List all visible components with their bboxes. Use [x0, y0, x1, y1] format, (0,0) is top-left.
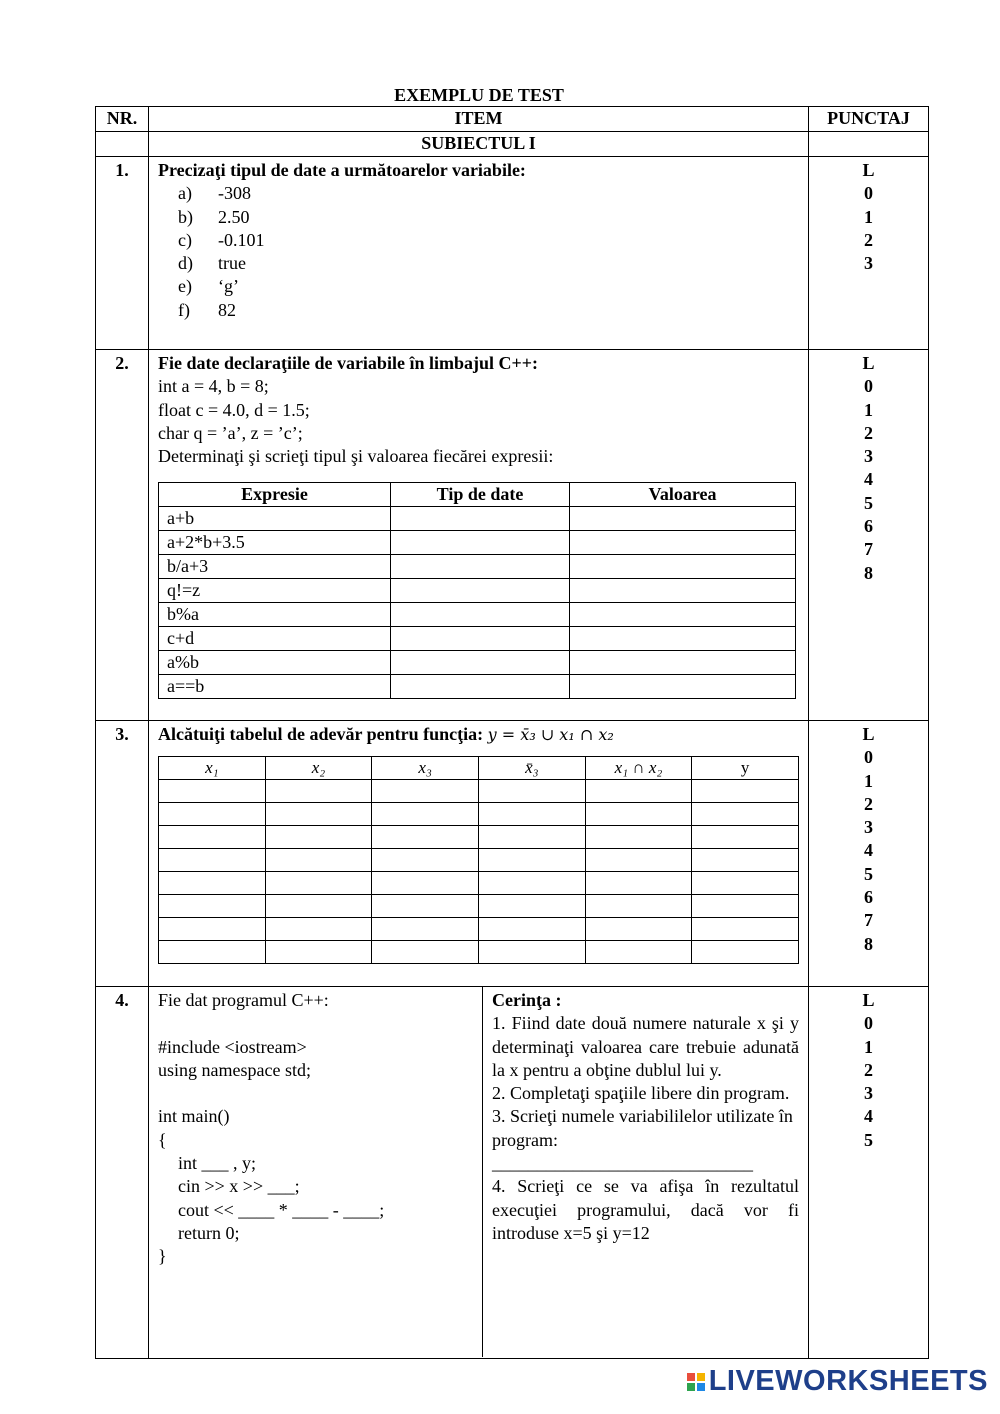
option-item: d) true [178, 253, 246, 274]
answer-cell[interactable] [265, 803, 372, 826]
answer-cell[interactable] [265, 895, 372, 918]
option-item: a) -308 [178, 183, 251, 204]
option-item: c) -0.101 [178, 229, 265, 250]
answer-cell[interactable] [159, 895, 266, 918]
question-2-prompt: Fie date declaraţiile de variabile în limbajul C++: [158, 353, 538, 373]
question-4-points: L 0 1 2 3 4 5 [809, 987, 929, 1359]
answer-cell[interactable] [692, 918, 799, 941]
type-answer-cell[interactable] [391, 555, 570, 579]
question-1-row [96, 157, 929, 350]
column-header: x̄₃ [478, 757, 585, 780]
code-line: cout << ____ * ____ - ____; [178, 1199, 385, 1220]
answer-cell[interactable] [692, 895, 799, 918]
answer-cell[interactable] [265, 941, 372, 964]
table-row [159, 507, 796, 531]
answer-cell[interactable] [372, 941, 479, 964]
answer-cell[interactable] [585, 895, 692, 918]
value-answer-cell[interactable] [570, 603, 796, 627]
answer-cell[interactable] [159, 803, 266, 826]
code-line: } [158, 1246, 167, 1267]
answer-cell[interactable] [478, 872, 585, 895]
value-answer-cell[interactable] [570, 555, 796, 579]
option-item: e) ‘g’ [178, 276, 239, 297]
brand-name: LIVEWORKSHEETS [708, 1365, 988, 1397]
answer-cell[interactable] [585, 849, 692, 872]
answer-cell[interactable] [478, 849, 585, 872]
code-line: { [158, 1129, 167, 1150]
question-2-row [96, 350, 929, 721]
option-item: f) 82 [178, 299, 236, 320]
code-line: return 0; [178, 1222, 240, 1243]
table-row [159, 603, 796, 627]
table-row [159, 627, 796, 651]
code-line: #include <iostream> [158, 1036, 307, 1057]
option-item: b) 2.50 [178, 206, 250, 227]
instruction: Determinaţi şi scrieţi tipul şi valoarea fiecărei expresii: [158, 446, 554, 467]
column-header: Valoarea [570, 483, 796, 507]
header-item: ITEM [149, 107, 809, 132]
answer-cell[interactable] [372, 895, 479, 918]
answer-cell[interactable] [372, 918, 479, 941]
answer-cell[interactable] [585, 918, 692, 941]
column-header: y [692, 757, 799, 780]
answer-cell[interactable] [372, 826, 479, 849]
truth-table [158, 756, 799, 964]
header-punctaj: PUNCTAJ [809, 107, 929, 132]
code-line: int a = 4, b = 8; [158, 376, 269, 397]
answer-cell[interactable] [159, 826, 266, 849]
column-header: x₁ [159, 757, 266, 780]
answer-cell[interactable] [372, 849, 479, 872]
answer-cell[interactable] [159, 780, 266, 803]
expression-cell: a%b [159, 651, 391, 675]
expression-cell: b%a [159, 603, 391, 627]
section-title: SUBIECTUL I [149, 132, 809, 157]
table-row [159, 555, 796, 579]
table-row [159, 531, 796, 555]
answer-cell[interactable] [585, 941, 692, 964]
answer-cell[interactable] [159, 941, 266, 964]
column-header: x₁ ∩ x₂ [585, 757, 692, 780]
requirement-2: 2. Completaţi spaţiile libere din program. [492, 1083, 790, 1104]
value-answer-cell[interactable] [570, 651, 796, 675]
question-1-options [158, 182, 800, 322]
table-row [159, 803, 799, 826]
table-row [159, 895, 799, 918]
function-formula: y = x̄₃ ∪ x₁ ∩ x₂ [487, 725, 614, 744]
value-answer-cell[interactable] [570, 531, 796, 555]
answer-cell[interactable] [159, 918, 266, 941]
answer-cell[interactable] [265, 780, 372, 803]
type-answer-cell[interactable] [391, 579, 570, 603]
type-answer-cell[interactable] [391, 603, 570, 627]
requirement-1: 1. Fiind date două numere naturale x şi y determinaţi valoarea care trebuie adunată la x pentru a obţine dublul lui y. [492, 1013, 799, 1080]
code-line: char q = ’a’, z = ’c’; [158, 422, 303, 443]
column-header: x₂ [265, 757, 372, 780]
answer-cell[interactable] [478, 918, 585, 941]
table-row [159, 849, 799, 872]
answer-cell[interactable] [478, 826, 585, 849]
table-row [159, 826, 799, 849]
table-row [159, 918, 799, 941]
answer-cell[interactable] [585, 872, 692, 895]
type-answer-cell[interactable] [391, 507, 570, 531]
table-row [159, 780, 799, 803]
expression-cell: a+b [159, 507, 391, 531]
answer-cell[interactable] [692, 780, 799, 803]
expression-cell: a+2*b+3.5 [159, 531, 391, 555]
answer-cell[interactable] [265, 918, 372, 941]
header-nr: NR. [96, 107, 149, 132]
requirement-3: 3. Scrieţi numele variabililelor utilizate în program: [492, 1106, 793, 1150]
column-header: x₃ [372, 757, 479, 780]
requirement-4: 4. Scrieţi ce se va afişa în rezultatul execuţiei programului, dacă vor fi introduse x=5 şi y=12 [492, 1176, 799, 1243]
table-row [159, 651, 796, 675]
value-answer-cell[interactable] [570, 507, 796, 531]
expression-cell: b/a+3 [159, 555, 391, 579]
answer-cell[interactable] [692, 941, 799, 964]
value-answer-cell[interactable] [570, 675, 796, 699]
question-3-row [96, 721, 929, 987]
brand-logo [687, 1365, 988, 1398]
question-number: 1. [96, 157, 149, 350]
answer-cell[interactable] [585, 803, 692, 826]
question-1-points: L 0 1 2 3 [809, 157, 929, 350]
answer-cell[interactable] [692, 849, 799, 872]
question-4-row [96, 987, 929, 1359]
answer-cell[interactable] [265, 826, 372, 849]
code-line: float c = 4.0, d = 1.5; [158, 399, 310, 420]
code-line: cin >> x >> ___; [178, 1176, 300, 1197]
answer-cell[interactable] [265, 872, 372, 895]
expression-table [158, 482, 796, 699]
answer-cell[interactable] [372, 803, 479, 826]
value-answer-cell[interactable] [570, 579, 796, 603]
code-line: int main() [158, 1106, 230, 1127]
answer-line[interactable]: _____________________________ [492, 1153, 753, 1174]
program-intro: Fie dat programul C++: [158, 990, 329, 1010]
question-3-points: L 0 1 2 3 4 5 6 7 8 [809, 721, 929, 987]
column-header: Tip de date [391, 483, 570, 507]
answer-cell[interactable] [159, 872, 266, 895]
type-answer-cell[interactable] [391, 675, 570, 699]
answer-cell[interactable] [159, 849, 266, 872]
answer-cell[interactable] [478, 895, 585, 918]
question-3-prompt: Alcătuiţi tabelul de adevăr pentru funcţia: [158, 724, 484, 744]
question-number: 3. [96, 721, 149, 987]
answer-cell[interactable] [265, 849, 372, 872]
answer-cell[interactable] [692, 826, 799, 849]
question-number: 2. [96, 350, 149, 721]
program-code [149, 987, 483, 1357]
expression-cell: c+d [159, 627, 391, 651]
requirements [483, 987, 808, 1357]
question-number: 4. [96, 987, 149, 1359]
type-answer-cell[interactable] [391, 627, 570, 651]
expression-cell: q!=z [159, 579, 391, 603]
question-1-prompt: Precizaţi tipul de date a următoarelor variabile: [158, 160, 526, 180]
expression-cell: a==b [159, 675, 391, 699]
answer-cell[interactable] [585, 826, 692, 849]
type-answer-cell[interactable] [391, 651, 570, 675]
answer-cell[interactable] [478, 780, 585, 803]
table-row [159, 872, 799, 895]
code-line: using namespace std; [158, 1059, 311, 1080]
answer-cell[interactable] [478, 941, 585, 964]
table-row [159, 675, 796, 699]
question-2-points: L 0 1 2 3 4 5 6 7 8 [809, 350, 929, 721]
value-answer-cell[interactable] [570, 627, 796, 651]
code-line [158, 1082, 474, 1105]
table-row [159, 579, 796, 603]
page-title: EXEMPLU DE TEST [394, 85, 564, 105]
answer-cell[interactable] [692, 872, 799, 895]
answer-cell[interactable] [372, 780, 479, 803]
brand-mark-icon [687, 1373, 705, 1391]
answer-cell[interactable] [372, 872, 479, 895]
answer-cell[interactable] [585, 780, 692, 803]
code-line: int ___ , y; [178, 1153, 257, 1174]
answer-cell[interactable] [692, 803, 799, 826]
answer-cell[interactable] [478, 803, 585, 826]
table-row [159, 941, 799, 964]
requirements-title: Cerinţa : [492, 990, 562, 1010]
test-table [95, 106, 929, 1359]
type-answer-cell[interactable] [391, 531, 570, 555]
column-header: Expresie [159, 483, 391, 507]
